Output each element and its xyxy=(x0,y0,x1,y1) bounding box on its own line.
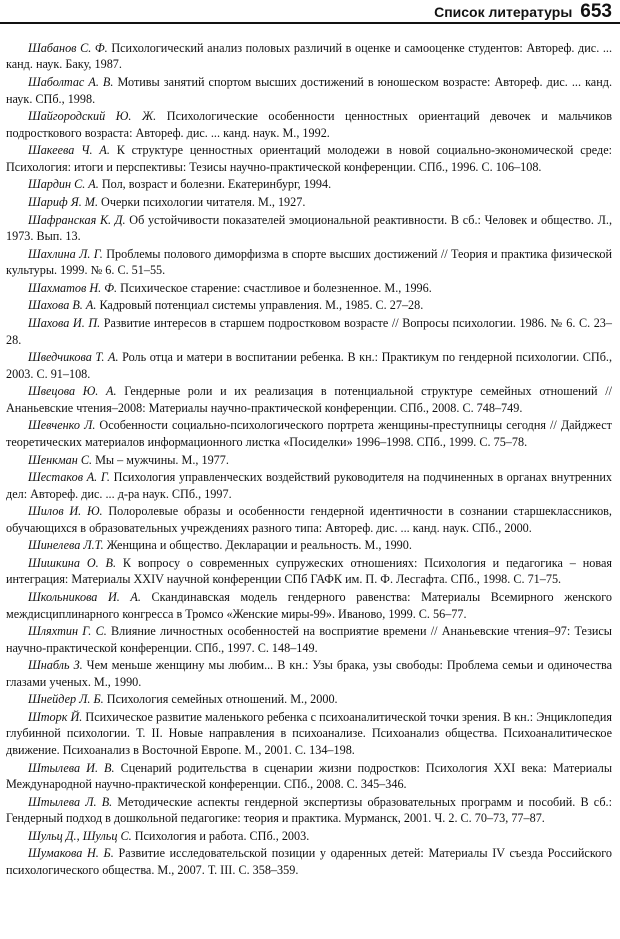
entry-author: Шестаков А. Г. xyxy=(28,470,110,485)
bibliography-entry xyxy=(6,297,612,313)
bibliography-entry xyxy=(6,452,612,468)
entry-author: Шардин С. А. xyxy=(28,177,99,192)
bibliography-entry xyxy=(6,142,612,175)
bibliography-entry xyxy=(6,709,612,758)
bibliography-entry xyxy=(6,469,612,502)
entry-author: Шахлина Л. Г. xyxy=(28,246,103,261)
bibliography-entry xyxy=(6,108,612,141)
bibliography-entry xyxy=(6,589,612,622)
bibliography-entry xyxy=(6,503,612,536)
entry-text: Особенности социально-психологического портрета женщины-преступницы сегодня // Дайджест теоретических материалов информационного листка «Посиделки» 1996–1998. СПб., 1999. С. 75–78. xyxy=(6,418,612,449)
bibliography-entry xyxy=(6,40,612,73)
entry-author: Швецова Ю. А. xyxy=(28,384,117,399)
entry-text: Развитие исследовательской позиции у одаренных детей: Материалы IV съезда Российского психологического общества. М., 2007. Т. III. С. 358–359. xyxy=(6,846,613,877)
entry-text: Скандинавская модель гендерного равенства: Материалы Всемирного женского междисциплинарного конгресса в Тромсо «Женские миры-99». Иваново, 1999. С. 56–77. xyxy=(6,590,612,621)
entry-text: Сценарий родительства в сценарии жизни подростков: Психология XXI века: Материалы Международной научно-практической конференции. СПб., 2008. С. 345–346. xyxy=(6,760,613,791)
entry-text: Полоролевые образы и особенности гендерной идентичности в сознании старшеклассников, обучающихся в образовательных учреждениях разного типа: Автореф. дис. ... канд. наук. СПб., 2000. xyxy=(6,504,612,535)
bibliography-list xyxy=(6,40,612,879)
entry-author: Шинелева Л.Т. xyxy=(28,538,104,553)
entry-author: Шенкман С. xyxy=(28,452,93,467)
page-number: 653 xyxy=(580,1,612,22)
entry-author: Штылева И. В. xyxy=(28,760,115,775)
entry-author: Шведчикова Т. А. xyxy=(28,350,119,365)
entry-author: Шилов И. Ю. xyxy=(28,504,103,519)
entry-text: Психология и работа. СПб., 2003. xyxy=(131,828,310,843)
entry-text: К структуре ценностных ориентаций молодежи в новой социально-экономической среде: Психология: итоги и перспективы: Тезисы научно-практической конференции. СПб., 1996. С. 106–108. xyxy=(6,143,612,174)
entry-author: Шульц Д., Шульц С. xyxy=(28,828,132,843)
entry-text: Женщина и общество. Декларации и реальность. М., 1990. xyxy=(103,538,412,553)
entry-text: Психологические особенности ценностных ориентаций девочек и мальчиков подросткового возраста: Автореф. дис. ... канд. наук. М., 1992. xyxy=(6,109,612,140)
running-header xyxy=(0,0,620,24)
entry-author: Шабанов С. Ф. xyxy=(28,41,108,55)
entry-author: Шнейдер Л. Б. xyxy=(28,692,104,707)
entry-text: Психическое развитие маленького ребенка с психоаналитической точки зрения. В кн.: Энциклопедия глубинной психологии. Т. II. Новые направления в психоанализе. Психоанализ общества. Психоаналитическое движение. Психоанализ в Восточной Европе. М., 2001. С. 134–198. xyxy=(6,709,613,757)
entry-text: Мотивы занятий спортом высших достижений в юношеском возрасте: Автореф. дис. ... канд. наук. СПб., 1998. xyxy=(6,75,612,106)
bibliography-entry xyxy=(6,194,612,210)
entry-text: Роль отца и матери в воспитании ребенка. В кн.: Практикум по гендерной психологии. СПб., 2003. С. 91–108. xyxy=(6,350,612,381)
entry-text: Кадровый потенциал системы управления. М., 1985. С. 27–28. xyxy=(96,298,424,313)
entry-author: Шнабль З. xyxy=(28,658,83,673)
entry-author: Шахова В. А. xyxy=(28,298,97,313)
bibliography-entry xyxy=(6,623,612,656)
entry-text: Пол, возраст и болезни. Екатеринбург, 1994. xyxy=(98,177,332,192)
entry-text: Очерки психологии читателя. М., 1927. xyxy=(98,195,306,210)
bibliography-entry xyxy=(6,176,612,192)
entry-text: Чем меньше женщину мы любим... В кн.: Узы брака, узы свободы: Проблема семьи и одиночества глазами ученых. М., 1990. xyxy=(6,658,612,689)
bibliography-entry xyxy=(6,315,612,348)
bibliography-entry xyxy=(6,74,612,107)
bibliography-entry xyxy=(6,794,612,827)
entry-author: Школьникова И. А. xyxy=(28,590,141,605)
entry-author: Шляхтин Г. С. xyxy=(28,624,107,639)
entry-author: Шафранская К. Д. xyxy=(28,212,126,227)
entry-author: Шторк Й. xyxy=(28,709,83,724)
entry-author: Шумакова Н. Б. xyxy=(28,846,114,861)
entry-text: Развитие интересов в старшем подростковом возрасте // Вопросы психологии. 1986. № 6. С. 23–28. xyxy=(6,316,612,347)
entry-text: Психологический анализ половых различий в оценке и самооценке студентов: Автореф. дис. ... канд. наук. Баку, 1987. xyxy=(6,41,612,72)
entry-text: Психическое старение: счастливое и болезненное. М., 1996. xyxy=(117,280,432,295)
bibliography-entry xyxy=(6,349,612,382)
entry-author: Шакеева Ч. А. xyxy=(28,143,110,158)
entry-author: Штылева Л. В. xyxy=(28,794,113,809)
entry-text: Мы – мужчины. М., 1977. xyxy=(92,452,229,467)
bibliography-entry xyxy=(6,691,612,707)
entry-text: Гендерные роли и их реализация в потенциальной структуре семейных отношений // Ананьевские чтения–2008: Материалы научно-практической конференции. СПб., 2008. С. 748–749. xyxy=(6,384,613,415)
entry-author: Шевченко Л. xyxy=(28,418,96,433)
entry-author: Шишкина О. В. xyxy=(28,555,117,570)
entry-author: Шаболтас А. В. xyxy=(28,75,114,90)
bibliography-entry xyxy=(6,537,612,553)
entry-text: К вопросу о современных супружеских отношениях: Психология и педагогика – новая интеграция: Материалы XXIV научной конференции СПб ГАФК им. П. Ф. Лесгафта. СПб., 1998. С. 71–75. xyxy=(6,555,613,587)
entry-text: Методические аспекты гендерной экспертизы образовательных программ и пособий. В сб.: Гендерный подход в дошкольной педагогике: теория и практика. Мурманск, 2001. Ч. 2. С. 70–73, 77–87. xyxy=(6,794,612,826)
bibliography-entry xyxy=(6,828,612,844)
bibliography-entry xyxy=(6,417,612,450)
bibliography-entry xyxy=(6,555,612,588)
entry-author: Шариф Я. М. xyxy=(28,195,98,210)
entry-author: Шахова И. П. xyxy=(28,316,101,331)
bibliography-entry xyxy=(6,845,612,878)
bibliography-entry xyxy=(6,657,612,690)
bibliography-entry xyxy=(6,760,612,793)
entry-text: Об устойчивости показателей эмоциональной реактивности. В сб.: Человек и общество. Л., 1973. Вып. 13. xyxy=(6,212,612,244)
bibliography-entry xyxy=(6,383,612,416)
bibliography-entry xyxy=(6,246,612,279)
header-title: Список литературы xyxy=(434,4,573,20)
entry-text: Влияние личностных особенностей на восприятие времени // Ананьевские чтения–97: Тезисы научно-практической конференции. СПб., 1997. С. 148–149. xyxy=(6,624,612,655)
entry-text: Психология семейных отношений. М., 2000. xyxy=(103,692,338,707)
entry-text: Проблемы полового диморфизма в спорте высших достижений // Теория и практика физической культуры. 1999. № 6. С. 51–55. xyxy=(6,246,612,278)
bibliography-entry xyxy=(6,212,612,245)
entry-author: Шайгородский Ю. Ж. xyxy=(28,109,157,124)
entry-text: Психология управленческих воздействий руководителя на подчиненных в органах внутренних дел: Автореф. дис. ... д-ра наук. СПб., 1997. xyxy=(6,470,612,501)
entry-author: Шахматов Н. Ф. xyxy=(28,280,118,295)
bibliography-entry xyxy=(6,280,612,296)
